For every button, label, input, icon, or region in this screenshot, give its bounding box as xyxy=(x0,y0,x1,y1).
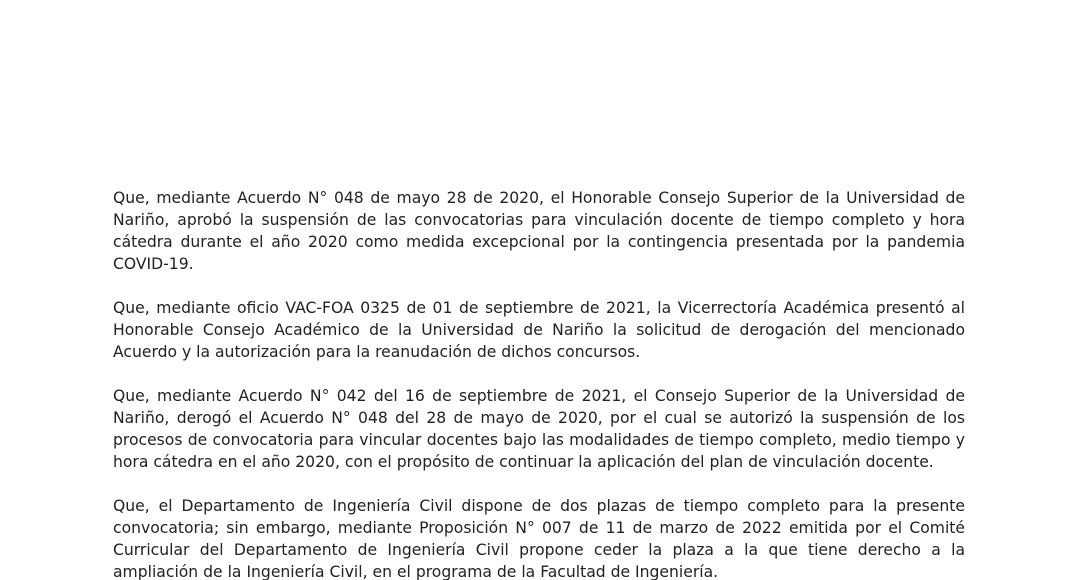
paragraph-4: Que, el Departamento de Ingeniería Civil dispone de dos plazas de tiempo completo para la presente convocatoria; sin embargo, mediante Proposición N° 007 de 11 de marzo de 2022 emitida por el Comité Curricular del Departamento de Ingeniería Civil propone ceder la plaza a la que tiene derecho a la ampliación de la Ingeniería Civil, en el programa de la Facultad de Ingeniería. xyxy=(113,497,965,580)
document-body xyxy=(113,187,965,580)
paragraph-1: Que, mediante Acuerdo N° 048 de mayo 28 de 2020, el Honorable Consejo Superior de la Universidad de Nariño, aprobó la suspensión de las convocatorias para vinculación docente de tiempo completo y hora cátedra durante el año 2020 como medida excepcional por la contingencia presentada por la pandemia COVID-19. xyxy=(113,189,965,273)
paragraph-2: Que, mediante oficio VAC-FOA 0325 de 01 de septiembre de 2021, la Vicerrectoría Académica presentó al Honorable Consejo Académico de la Universidad de Nariño la solicitud de derogación del mencionado Acuerdo y la autorización para la reanudación de dichos concursos. xyxy=(113,299,965,361)
paragraph-3: Que, mediante Acuerdo N° 042 del 16 de septiembre de 2021, el Consejo Superior de la Universidad de Nariño, derogó el Acuerdo N° 048 del 28 de mayo de 2020, por el cual se autorizó la suspensión de los procesos de convocatoria para vincular docentes bajo las modalidades de tiempo completo, medio tiempo y hora cátedra en el año 2020, con el propósito de continuar la aplicación del plan de vinculación docente. xyxy=(113,387,965,471)
